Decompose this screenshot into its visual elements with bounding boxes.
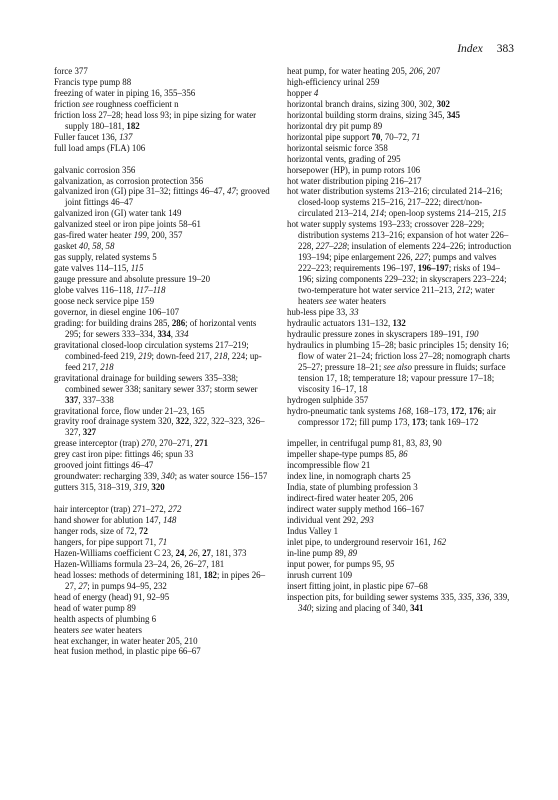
page-ref-italic: 148: [162, 515, 177, 526]
index-entry: [287, 592, 512, 614]
index-entry: [54, 625, 272, 636]
index-entry: [54, 208, 272, 219]
entry-text: indirect-fired water heater 205, 206: [287, 493, 413, 504]
entry-text: impeller, in centrifugal pump 81, 83,: [287, 438, 420, 449]
entry-text: head losses: methods of determining 181,: [54, 569, 204, 580]
index-entry: [54, 143, 272, 154]
page-ref-italic: see: [81, 624, 93, 635]
entry-text: groundwater: recharging 339,: [54, 471, 162, 482]
entry-text: Hazen-Williams formula 23–24, 26, 26–27, 181: [54, 558, 225, 569]
page-ref-bold: 70: [371, 131, 381, 142]
running-header: [457, 43, 514, 55]
entry-text: horizontal dry pit pump 89: [287, 120, 383, 131]
letter-group-gap: [54, 154, 272, 165]
index-entry: [54, 449, 272, 460]
index-entry: [287, 99, 512, 110]
index-entry: [54, 186, 272, 208]
entry-text: galvanized iron (GI) water tank 149: [54, 208, 182, 219]
page-ref-italic: 336: [476, 591, 490, 602]
index-entry: [54, 230, 272, 241]
index-entry: [287, 318, 512, 329]
index-entry: [54, 66, 272, 77]
entry-text: gutters 315, 318–319,: [54, 482, 134, 493]
entry-text: , 339,: [489, 591, 510, 602]
index-entry: [54, 285, 272, 296]
page-ref-italic: 340: [298, 602, 312, 613]
index-entry: [54, 263, 272, 274]
entry-text: ; pumps and valves 222–223; requirements 196–197,: [298, 252, 497, 274]
page-ref-bold: 182: [126, 120, 140, 131]
index-entry: [287, 219, 512, 307]
index-entry: [54, 318, 272, 340]
index-entry: [287, 121, 512, 132]
entry-text: horizontal branch drains, sizing 300, 302,: [287, 98, 437, 109]
entry-text: , 207: [422, 66, 441, 76]
page-ref-italic: 71: [158, 536, 168, 547]
index-entry: [287, 581, 512, 592]
entry-text: impeller shape-type pumps 85,: [287, 449, 399, 460]
entry-text: full load amps (FLA) 106: [54, 142, 146, 153]
index-entry: [54, 340, 272, 373]
entry-text: inspection pits, for building sewer systems 335,: [287, 591, 459, 602]
page-ref-italic: 335: [458, 591, 472, 602]
index-column-right: [287, 66, 512, 614]
entry-text: grey cast iron pipe: fittings 46; spun 33: [54, 449, 194, 460]
index-entry: [54, 176, 272, 187]
entry-text: pressure in fluids; surface tension 17, 18; temperature 18; vapour pressure 17–18; viscosity 16–17, 18: [298, 361, 506, 394]
index-entry: [54, 296, 272, 307]
index-entry: [54, 307, 272, 318]
entry-text: friction loss 27–28; head loss 93; in pipe sizing for water supply 180–181,: [54, 109, 257, 131]
page-ref-italic: 95: [385, 558, 395, 569]
entry-text: ; in pumps 94–95, 232: [87, 580, 167, 591]
index-entry: [54, 373, 272, 406]
index-entry: [287, 110, 512, 121]
index-entry: [287, 329, 512, 340]
page-ref-bold: 72: [139, 526, 148, 536]
entry-text: incompressible flow 21: [287, 460, 371, 471]
page-ref-italic: 26: [188, 547, 198, 558]
page-ref-italic: 47: [227, 186, 236, 197]
index-entry: [54, 438, 272, 449]
entry-text: galvanized iron (GI) pipe 31–32; fittings 46–47,: [54, 186, 228, 197]
entry-text: hot water distribution piping 216–217: [287, 175, 422, 186]
entry-text: grading: for building drains 285,: [54, 317, 172, 328]
entry-text: gravity roof drainage system 320,: [54, 416, 176, 427]
entry-text: , 70–72,: [380, 131, 412, 142]
entry-text: ,: [170, 328, 176, 339]
entry-text: hydro-pneumatic tank systems: [287, 405, 398, 416]
page-ref-bold: 320: [151, 482, 165, 493]
page-ref-italic: 4: [313, 87, 319, 98]
entry-text: horsepower (HP), in pump rotors 106: [287, 164, 421, 175]
index-entry: [54, 515, 272, 526]
entry-text: gasket: [54, 241, 79, 252]
index-entry: [54, 603, 272, 614]
entry-text: friction: [54, 98, 83, 109]
entry-text: in-line pump 89,: [287, 547, 349, 558]
index-entry: [54, 88, 272, 99]
page-ref-bold: 302: [436, 98, 450, 109]
entry-text: galvanization, as corrosion protection 356: [54, 175, 204, 186]
index-entry: [54, 460, 272, 471]
index-entry: [287, 307, 512, 318]
entry-text: inlet pipe, to underground reservoir 161,: [287, 536, 433, 547]
entry-text: galvanic corrosion 356: [54, 164, 136, 175]
index-entry: [54, 537, 272, 548]
entry-text: horizontal pipe support: [287, 131, 372, 142]
page-ref-bold: 322: [175, 416, 190, 427]
index-entry: [54, 406, 272, 417]
entry-text: Hazen-Williams coefficient C 23,: [54, 547, 176, 558]
page-ref-bold: 176: [468, 405, 482, 416]
page-ref-bold: 27: [202, 547, 211, 558]
entry-text: insert fitting joint, in plastic pipe 67–68: [287, 580, 428, 591]
page-ref-bold: 196–197: [417, 263, 449, 274]
entry-text: goose neck service pipe 159: [54, 296, 155, 306]
entry-text: , 337–338: [78, 394, 114, 405]
page-ref-italic: 206: [409, 66, 423, 76]
page-ref-italic: 71: [411, 131, 421, 142]
index-entry: [287, 143, 512, 154]
index-entry: [287, 449, 512, 460]
entry-text: Francis type pump 88: [54, 76, 132, 87]
entry-text: globe valves 116–118,: [54, 285, 136, 296]
page-ref-italic: 117–118: [135, 285, 166, 296]
index-entry: [54, 504, 272, 515]
index-entry: [287, 186, 512, 219]
index-entry: [54, 526, 272, 537]
entry-text: Indus Valley 1: [287, 526, 339, 537]
entry-text: ; insulation of elements 224–226; introduction 193–194; pipe enlargement 226,: [298, 241, 512, 263]
page-ref-italic: see also: [383, 361, 412, 372]
index-entry: [287, 537, 512, 548]
entry-text: ; of horizontal vents 295; for sewers 333–334,: [65, 317, 257, 339]
page-ref-italic: 168: [397, 405, 411, 416]
page-ref-italic: 58: [92, 241, 102, 252]
entry-text: hangers, for pipe support 71,: [54, 536, 159, 547]
entry-text: galvanized steel or iron pipe joints 58–61: [54, 219, 201, 230]
index-column-left: [54, 66, 272, 657]
entry-text: hanger rods, size of 72,: [54, 526, 140, 536]
entry-text: input power, for pumps 95,: [287, 558, 386, 569]
page-ref-bold: 132: [392, 317, 406, 328]
entry-text: horizontal building storm drains, sizing 345,: [287, 109, 447, 120]
page-ref-italic: 319: [133, 482, 147, 493]
entry-text: ,: [146, 482, 152, 493]
entry-text: Fuller faucet 136,: [54, 131, 120, 142]
entry-text: hydraulics in plumbing 15–28; basic principles 15; density 16; flow of water 21–24; friction loss 27–28; nomograph charts 25–27; pressure 18–21;: [287, 339, 510, 372]
entry-text: ; risks of 194–196; sizing components 229–232; in skyscrapers 223–224; two-temperature hot water service 211–213,: [298, 263, 507, 296]
page-ref-italic: 137: [119, 131, 133, 142]
page-ref-italic: 227–228: [315, 241, 347, 252]
page-ref-italic: 190: [465, 328, 479, 339]
index-entry: [54, 241, 272, 252]
entry-text: ; water heaters: [298, 285, 495, 307]
index-entry: [54, 570, 272, 592]
entry-text: grease interceptor (trap): [54, 438, 142, 449]
page-ref-bold: 271: [194, 438, 209, 449]
entry-text: hot water supply systems 193–233; crossover 228–229; distribution systems 213–216; expansion of hot water 226–228,: [287, 219, 509, 252]
entry-text: gravitational closed-loop circulation systems 217–219; combined-feed 219,: [54, 339, 249, 361]
page-ref-bold: 334: [157, 328, 171, 339]
index-entry: [287, 504, 512, 515]
index-entry: [54, 416, 272, 438]
entry-text: ,: [189, 416, 194, 427]
entry-text: , 90: [428, 438, 442, 449]
entry-text: gravitational force, flow under 21–23, 165: [54, 405, 205, 416]
index-entry: [287, 406, 512, 428]
index-entry: [287, 154, 512, 165]
entry-text: water heaters: [336, 296, 386, 307]
entry-text: head of water pump 89: [54, 602, 136, 613]
entry-text: horizontal vents, grading of 295: [287, 153, 401, 164]
index-entry: [287, 548, 512, 559]
entry-text: roughness coefficient n: [93, 98, 179, 109]
letter-group-gap: [54, 493, 272, 504]
index-entry: [54, 646, 272, 657]
entry-text: heat fusion method, in plastic pipe 66–67: [54, 646, 201, 657]
index-entry: [54, 77, 272, 88]
index-entry: [54, 548, 272, 559]
index-entry: [54, 274, 272, 285]
entry-text: gravitational drainage for building sewers 335–338; combined sewer 338; sanitary sewer 337; storm sewer: [54, 372, 258, 394]
index-entry: [54, 559, 272, 570]
page-ref-italic: 293: [360, 515, 374, 526]
entry-text: , 200, 357: [146, 230, 183, 241]
page-ref-italic: 218: [100, 361, 114, 372]
entry-text: index line, in nomograph charts 25: [287, 471, 411, 482]
entry-text: ; grooved joint fittings 46–47: [65, 186, 270, 208]
index-entry: [287, 77, 512, 88]
page-ref-bold: 173: [411, 416, 426, 427]
entry-text: high-efficiency urinal 259: [287, 76, 380, 87]
entry-text: hopper: [287, 87, 314, 98]
entry-text: hair interceptor (trap) 271–272,: [54, 504, 169, 515]
page-ref-italic: see: [325, 296, 337, 307]
page-ref-italic: 58: [105, 241, 115, 252]
page-ref-italic: 270: [141, 438, 155, 449]
entry-text: head of energy (head) 91, 92–95: [54, 591, 170, 602]
page-ref-italic: 218: [214, 350, 228, 361]
entry-text: grooved joint fittings 46–47: [54, 460, 154, 471]
entry-text: , 270–271,: [154, 438, 195, 449]
page-ref-bold: 172: [450, 405, 465, 416]
entry-text: , 181, 373: [210, 547, 247, 558]
page-ref-italic: 199: [133, 230, 147, 241]
page-ref-italic: 219: [138, 350, 152, 361]
page-number: 383: [496, 43, 514, 55]
entry-text: hub-less pipe 33,: [287, 306, 350, 317]
index-entry: [54, 99, 272, 110]
entry-text: individual vent 292,: [287, 515, 361, 526]
entry-text: ; down-feed 217,: [151, 350, 215, 361]
letter-group-gap: [287, 427, 512, 438]
index-entry: [287, 340, 512, 395]
page-ref-italic: 214: [370, 208, 385, 219]
page-ref-bold: 345: [446, 109, 461, 120]
entry-text: ; open-loop systems 214–215,: [384, 208, 493, 219]
index-entry: [54, 482, 272, 493]
page-ref-bold: 286: [171, 317, 186, 328]
page-ref-bold: 182: [203, 569, 217, 580]
entry-text: freezing of water in piping 16, 355–356: [54, 87, 196, 98]
page-ref-bold: 337: [65, 394, 79, 405]
index-entry: [287, 526, 512, 537]
entry-text: ; sizing and placing of 340,: [311, 602, 411, 613]
page-ref-italic: 334: [175, 328, 189, 339]
index-entry: [287, 438, 512, 449]
index-entry: [287, 176, 512, 187]
entry-text: hydraulic actuators 131–132,: [287, 317, 393, 328]
page-ref-italic: 33: [349, 306, 359, 317]
entry-text: heat exchanger, in water heater 205, 210: [54, 635, 198, 646]
entry-text: hydraulic pressure zones in skyscrapers 189–191,: [287, 328, 466, 339]
entry-text: ; in pipes 26–27,: [65, 569, 266, 591]
entry-text: horizontal seismic force 358: [287, 142, 388, 153]
index-entry: [287, 493, 512, 504]
entry-text: ; air compressor 172; fill pump 173,: [298, 405, 497, 427]
entry-text: , 322–323, 326–327,: [65, 416, 265, 438]
page-ref-italic: 215: [492, 208, 507, 219]
index-entry: [287, 88, 512, 99]
index-entry: [54, 636, 272, 647]
page-ref-italic: 86: [398, 449, 408, 460]
entry-text: governor, in diesel engine 106–107: [54, 306, 180, 317]
page-ref-italic: 340: [161, 471, 175, 482]
index-entry: [287, 165, 512, 176]
index-entry: [287, 132, 512, 143]
page-ref-italic: 83: [419, 438, 429, 449]
entry-text: ,: [197, 547, 203, 558]
page-ref-bold: 341: [410, 602, 424, 613]
index-entry: [54, 614, 272, 625]
entry-text: ,: [471, 591, 477, 602]
page-ref-italic: 27: [78, 580, 88, 591]
index-entry: [54, 592, 272, 603]
index-entry: [54, 110, 272, 132]
entry-text: heaters: [54, 624, 82, 635]
page-ref-bold: 327: [82, 427, 97, 438]
entry-text: hydrogen sulphide 357: [287, 394, 369, 405]
page-ref-italic: 115: [130, 263, 144, 274]
entry-text: , 168–173,: [410, 405, 451, 416]
page-ref-italic: 89: [348, 547, 358, 558]
entry-text: gas supply, related systems 5: [54, 252, 157, 263]
page-ref-italic: 40: [78, 241, 88, 252]
index-entry: [287, 515, 512, 526]
entry-text: ; tank 169–172: [425, 416, 479, 427]
entry-text: hand shower for ablution 147,: [54, 515, 163, 526]
index-entry: [287, 559, 512, 570]
index-entry: [287, 471, 512, 482]
index-entry: [287, 66, 512, 77]
index-entry: [54, 219, 272, 230]
entry-text: hot water distribution systems 213–216; circulated 214–216; closed-loop systems 215–216, 217–222; direct/non-circulated 213–214,: [287, 186, 503, 219]
entry-text: ,: [87, 241, 93, 252]
page-ref-italic: see: [82, 98, 94, 109]
entry-text: ,: [184, 547, 189, 558]
entry-text: , 224; up-feed 217,: [65, 350, 262, 372]
entry-text: gate valves 114–115,: [54, 263, 131, 274]
index-entry: [287, 460, 512, 471]
page-ref-bold: 24: [175, 547, 185, 558]
page-ref-italic: 272: [168, 504, 182, 515]
index-entry: [287, 482, 512, 493]
page-ref-italic: 227: [414, 252, 429, 263]
entry-text: indirect water supply method 166–167: [287, 504, 425, 515]
entry-text: gauge pressure and absolute pressure 19–20: [54, 274, 211, 285]
entry-text: heat pump, for water heating 205,: [287, 66, 410, 76]
entry-text: ,: [101, 241, 106, 252]
page-ref-italic: 322: [193, 416, 207, 427]
index-entry: [54, 132, 272, 143]
entry-text: inrush current 109: [287, 569, 353, 580]
entry-text: gas-fired water heater: [54, 230, 134, 241]
index-entry: [54, 252, 272, 263]
entry-text: health aspects of plumbing 6: [54, 613, 157, 624]
index-entry: [54, 165, 272, 176]
index-entry: [287, 395, 512, 406]
page-ref-italic: 212: [456, 285, 471, 296]
running-header-title: Index: [457, 43, 483, 55]
page-ref-italic: 162: [432, 536, 447, 547]
entry-text: India, state of plumbing profession 3: [287, 482, 418, 493]
entry-text: water heaters: [92, 624, 142, 635]
entry-text: force 377: [54, 66, 88, 76]
index-entry: [54, 471, 272, 482]
index-entry: [287, 570, 512, 581]
entry-text: ; as water source 156–157: [174, 471, 268, 482]
entry-text: ,: [464, 405, 469, 416]
